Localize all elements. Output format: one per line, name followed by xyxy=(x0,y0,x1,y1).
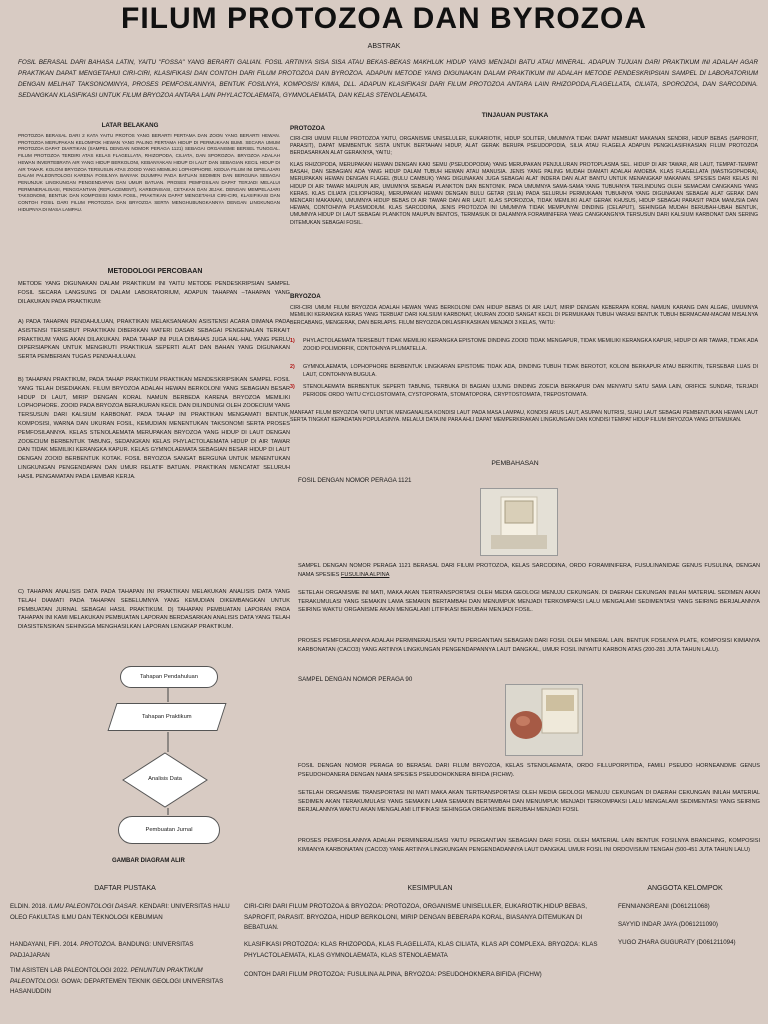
member-2: SAYYID INDAR JAYA (D061211090) xyxy=(618,921,718,928)
ref3-publisher: GOWA: DEPARTEMEN TEKNIK GEOLOGI UNIVERSITAS HASANUDDIN xyxy=(10,977,224,995)
abstrak-heading: ABSTRAK xyxy=(367,43,401,50)
ref2-title: PROTOZOA. xyxy=(80,941,117,948)
ref3-title: PENUNTUN PRAKTIKUM PALEONTOLOGI. xyxy=(10,967,203,985)
class-2-text: GYMNOLAEMATA, LOPHOPHORE BERBENTUK LINGKARAN EPISTOME TIDAK ADA, DINDING TUBUH TIDAK BEROTOT, KOLONI BERKAPUR ATAU BERKITIN, TERSEBAR LUAS DI LAUT, CONTOHNYA BUGULA. xyxy=(303,364,758,378)
ref1-title: ILMU PALEONTOLOGI DASAR. xyxy=(48,903,139,910)
fossil1-species: FUSULINA ALPINA xyxy=(340,571,390,578)
tinjauan-heading: TINJAUAN PUSTAKA xyxy=(481,112,549,119)
metodologi-b: B) TAHAPAN PRAKTIKUM, PADA TAHAP PRAKTIKUM PRAKTIKAN MENDESKRIPSIKAN SAMPEL FOSIL YANG TELAH DISEDIAKAN. FILUM BRYOZOA ADALAH HEWAN BERKOLONI YANG SEBAGIAN BESAR HIDUP DI LAUT, MIRIP DENGAN KORAL NAMUN BERBEDA KARENA BRYOZOA MEMILIKI LOPHOPHORE. ZOOID PADA BRYOZOA BERUKURAN KECIL DAN DILINDUNGI OLEH ZOOECIUM YANG TERSUSUN DARI KALSIUM KARBONAT. PADA TAHAP INI PRAKTIKAN MENGAMATI BENTUK, KOMPOSISI, WARNA DAN UKURAN FOSIL, KEMUDIAN MENENTUKAN TAKSONOMI SERTA PROSES PEMFOSILANNYA. KELAS STENOLAEMATA MERUPAKAN BRYOZOA YANG HIDUP DI LAUT DENGAN ZOOECIUM BERBENTUK TABUNG, SEDANGKAN KELAS PHYLACTOLAEMATA HIDUP DI AIR TAWAR DAN TIDAK MEMILIKI KERANGKA KAPUR. KELAS GYMNOLAEMATA SEBAGIAN BESAR HIDUP DI LAUT DENGAN ZOOID BERBENTUK KOTAK. FOSIL BRYOZOA SANGAT BERGUNA UNTUK MENENTUKAN LINGKUNGAN PENGENDAPAN DAN UMUR RELATIF BATUAN. PRAKTIKAN MENCATAT SELURUH HASIL PENGAMATAN PADA LEMBAR KERJA. xyxy=(18,377,290,480)
flow-step-praktikum: Tahapan Praktikum xyxy=(142,714,192,720)
fossil1-paragraph-2: SETELAH ORGANISME INI MATI, MAKA AKAN TERTRANSPORTASI OLEH MEDIA GEOLOGI MENUJU CEKUNGAN. DI DAERAH CEKUNGAN INILAH MATERIAL SEDIMEN AKAN TERAKUMULASI YANG SEMAKIN LAMA SEMAKIN BERTAMBAH DAN MENUMPUK MENJADI TERKOMPAKSI LALU MENGALAMI SEDIMENTASI YANG SEIRING BERJALANNYA SEIRING WAKTU ORGANISME AKAN MENGALAMI LITIFIKASI BERUBAH MENJADI FOSIL. xyxy=(298,590,760,614)
ref1-publisher: KENDARI: UNIVERSITAS HALU OLEO FAKULTAS ILMU DAN TEKNOLOGI KEBUMIAN xyxy=(10,903,230,921)
fossil2-description: FOSIL DENGAN NOMOR PERAGA 90 BERASAL DARI FILUM BRYOZOA, KELAS STENOLAEMATA, ORDO FILLUPORPITIDA, FAMILI PSEUDO HORNEANDME GENUS PSEUDOHOANERA DENGAN NAMA SPESIES PSEUDOHOKNERA BIFIDA (FICHW). xyxy=(298,763,760,778)
class-1-num: 1) xyxy=(290,338,295,344)
member-1: FENNIANGREANI (D061211068) xyxy=(618,903,710,910)
kesimpulan-paragraph-1: CIRI-CIRI DARI FILUM PROTOZOA & BRYOZOA: PROTOZOA, ORGANISME UNISELULER, EUKARIOTIK,HIDUP BEBAS, SAPROFIT, PARASIT. BRYOZOA, HIDUP BERKOLONI, MIRIP DENGAN BEBERAPA KORAL, BIASANYA DITEMUKAN DI BEBATUAN. xyxy=(244,903,588,931)
kesimpulan-heading: KESIMPULAN xyxy=(407,885,453,892)
metodologi-a: A) PADA TAHAPAN PENDAHULUAN, PRAKTIKAN MELAKSANAKAN ASISTENSI ACARA DIMANA PADA ASISTENSI TERSEBUT PRAKTIKAN DIBERIKAN MATERI DASAR SEBAGAI PENGENALAN TERKAIT PRAKTIKUM YANG AKAN DILAKUKAN. PADA TAHAP INI PULA DIBAHAS JUGA HAL-HAL YANG PERLU DIPERSIAPKAN UNTUK MENGIKUTI PRAKTIKUA SEPERTI ALAT DAN BAHAN YANG DIGUNAKAN SERTA PEMBERIAN TUGAS PENDAHULUAN. xyxy=(18,319,290,361)
protozoa-heading: PROTOZOA xyxy=(290,125,325,132)
anggota-heading: ANGGOTA KELOMPOK xyxy=(647,885,723,892)
ref2-publisher: BANDUNG: UNIVERSITAS PADJAJARAN xyxy=(10,941,194,959)
reference-1 xyxy=(10,902,230,923)
fossil1-label: FOSIL DENGAN NOMOR PERAGA 1121 xyxy=(298,477,412,484)
class-1-number xyxy=(290,338,302,346)
flow-step-pendahuluan: Tahapan Pendahuluan xyxy=(120,666,218,688)
fossil2-image xyxy=(505,684,583,756)
fossil1-description xyxy=(298,562,760,579)
fossil1-photo xyxy=(481,489,557,555)
ref3-author: TIM ASISTEN LAB PALEONTOLOGI 2022. xyxy=(10,967,129,974)
kesimpulan-paragraph-2: KLASIFIKASI PROTOZOA: KLAS RHIZOPODA, KLAS FLAGELLATA, KLAS CILIATA, KLAS API COMPLEXA. BRYOZOA: KLAS PHYLACTOLAEMATA, KLAS GYMNOLAEMATA, KLAS STENOLAEMATA xyxy=(244,941,598,959)
flow-step-praktikum-box xyxy=(107,703,226,731)
kesimpulan-paragraph-3: CONTOH DARI FILUM PROTOZOA: FUSULINA ALPINA, BRYOZOA: PSEUDOHOKNERA BIFIDA (FICHW) xyxy=(244,971,542,978)
latar-text: PROTOZOA BERASAL DARI 2 KATA YAITU PROTOS YANG BERARTI PERTAMA DAN ZOON YANG BERARTI HEWAN. PROTOZOA MERUPAKAN KELOMPOK HEWAN YANG PALING PERTAMA HIDUP DI PERMUKAAN BUMI. SECARA UMUM PROTOZOA DAPAT DIARTIKAN (SAMPEL DENGAN NOMOR PERAGA 1121) SEBAGAI ORGANISME BERSEL TUNGGAL. FILUM PROTOZOA TERDIRI ATAS KELAS FLAGELLATA, RHIZOPODA, CILIATA, DAN SPOROZOA. BRYOZOA ADALAH HEWAN INVERTEBRATA AIR YANG HIDUP BERKOLONI, KEBANYAKAN HIDUP DI LAUT DAN SEBAGIAN KECIL HIDUP DI AIR TAWAR. KOLONI BRYOZOA TERSUSUN ATAS ZOOID YANG MEMILIKI LOPHOPHORE. KEDUA FILUM INI DIPELAJARI DALAM PALEONTOLOGI KARENA FOSILNYA BANYAK DIJUMPAI PADA BATUAN SEDIMEN DAN BERGUNA SEBAGAI PENUNJUK LINGKUNGAN PENGENDAPAN DAN UMUR BATUAN. PROSES PEMFOSILAN DAPAT TERJADI MELALUI PERMINERALISASI, PENGGANTIAN (REPLACEMENT), KARBONISASI, CETAKAN DAN JEJAK. DENGAN MEMPELAJARI TAKSONOMI, BENTUK DAN KOMPOSISI KIMIA FOSIL, PRAKTIKAN DAPAT MENGETAHUI CIRI-CIRI, KLASIFIKASI DAN CONTOH FOSIL DARI FILUM PROTOZOA DAN BRYOZOA SERTA MENGHUBUNGKANNYA DENGAN LINGKUNGAN HIDUPNYA DI MASA LAMPAU. xyxy=(18,133,280,212)
latar-heading: LATAR BELAKANG xyxy=(101,122,159,129)
fossil1-desc-text: SAMPEL DENGAN NOMOR PERAGA 1121 BERASAL DARI FILUM PROTOZOA, KELAS SARCODINA, ORDO FORAMINIFERA, FUSULINANIDAE GENUS FUSULINA, DENGAN NAMA SPESIES xyxy=(298,563,760,578)
reference-2 xyxy=(10,940,230,961)
protozoa-text-1: CIRI-CIRI UMUM FILUM PROTOZOA YAITU, ORGANISME UNISELULER, EUKARIOTIK, HIDUP SOLITER, UMUMNYA TIDAK DAPAT MEMBUAT MAKANAN SENDIRI, HIDUP BEBAS (SAPROFIT, PARASIT), DAPAT MEMBENTUK SISTA UNTUK BERTAHAN HIDUP, ALAT GERAK BERUPA PSEUDOPODIA, SILIA ATAU FLAGELA ADAPUN PENGKLASIFIKASIAN FILUM PROTOZOA BERDASARKAN ALAT GERAKNYA, YAITU; xyxy=(290,136,758,157)
fossil1-paragraph-3: PROSES PEMFOSILANNYA ADALAH PERMINERALISASI YAITU PERGANTIAN SEBAGIAN DARI FOSIL OLEH MINERAL LAIN. BENTUK FOSILNYA PLATE, KOMPOSISI KIMIANYA KARBONATAN (CACO3) YANG ARTINYA LINGKUNGAN PENGENDAPANNYA LAUT DANGKAL, UMUR FOSIL INIYAITU KARBON ATAS (200-281 JUTA TAHUN LALU). xyxy=(298,638,760,653)
reference-3 xyxy=(10,966,230,998)
metodologi-intro: METODE YANG DIGUNAKAN DALAM PRAKTIKUM INI YAITU METODE PENDESKRIPSIAN SAMPEL FOSIL SECARA LANGSUNG DI DALAM LABORATORIUM, ADAPUN TAHAPAN –TAHAPAN YANG DILAKUKAN PADA PRAKTIKUM: xyxy=(18,281,290,305)
fossil1-image xyxy=(480,488,558,556)
class-1-text: PHYLACTOLAEMATA TERSEBUT TIDAK MEMILIKI KERANGKA EPISTOME DINDING ZOOID TIDAK MENGAPUR, TIDAK MEMILIKI KERANGKA KAPUR, HIDUP DI AIR TAWAR, TIDAK ADA ZOOID POLIMORFIK, CONTOHNYA PLUMATELLA. xyxy=(303,338,758,352)
class-2-num: 2) xyxy=(290,364,295,370)
class-3-text: STENOLAEMATA BERBENTUK SEPERTI TABUNG, TERBUKA DI BAGIAN UJUNG DINDING ZOECIA BERKAPUR DAN MENYATU SATU SAMA LAIN, ORIFICE SUNDAR, TERJADI PERIODE ORDO YAITU CYCLOSTOMATA, CYSTOPORATA, STOMATOPORA, CRYPTOSTOMATA, TREPOSTOMATA. xyxy=(303,384,758,398)
bryozoa-text-1: CIRI-CIRI UMUM FILUM BRYOZOA ADALAH HEWAN YANG BERKOLONI DAN HIDUP BEBAS DI AIR LAUT, MIRIP DENGAN KEBERAPA KORAL NAMUN KARANG DAN ALGAE, UMUMNYA MEMILIKI KERANGKA KERAS YANG TERBUAT DARI KALSIUM KARBONAT, UKURAN ZOOID SANGAT KECIL DI PERMUKAAN TUBUH VARIASI BENTUK TUBUH BERMACAM-MACAM MISALNYA BERCABANG, MENGERAK, DAN BERLAPIS. FILUM BRYOZOA DIKLASIFIKASIKAN MENJADI 3 KELAS, YAITU: xyxy=(290,305,758,326)
flow-step-jurnal: Pembuatan Jurnal xyxy=(118,816,220,844)
fossil2-paragraph-3: PROSES PEMFOSILANNYA ADALAH PERMINERALISASI YAITU PERGANTIAN SEBAGIAN DARI FOSIL OLEH MATERIAL LAIN BENTUK FOSILNYA BRANCHING, KOMPOSISI KIMIANYA KARBONATAN (CACO3) YANE ARTINYA LINGKUNGAN PENGENDADANNYA LAUT DANGKAL UMUR FOSIL INI ORDOVISIUM TENGAH (500-451 JUTA TAHUN LALU) xyxy=(298,838,760,853)
fossil2-label: SAMPEL DENGAN NOMOR PERAGA 90 xyxy=(298,676,413,683)
flow-caption: GAMBAR DIAGRAM ALIR xyxy=(112,858,185,864)
flow-step-analisis: Analisis Data xyxy=(148,776,182,782)
ref2-author: HANDAYANI, FIFI. 2014. xyxy=(10,941,79,948)
fossil2-paragraph-2: SETELAH ORGANISME TRANSPORTASI INI MATI MAKA AKAN TERTRANSPORTASI OLEH MEDIA GEOLOGI MENUJU CEKUNGAN DI DAERAH CEKUNGAN INILAH MATERIAL SEDIMEN AKAN TERAKUMULASI YANG SEMAKIN LAMA SEMAKIN BERTAMBAH DAN MENUMPUK MENJADI TERKOMPAKSI LALU MENGALAMI SEDIMENTASI YANG SEIRING BERJALANNYA WAKTU AKAN MENGALAMI LITIFIKASI SEHINGGA ORGANISME BERUBAH MENJADI FOSIL xyxy=(298,790,760,814)
class-2-number xyxy=(290,364,302,372)
class-3-num: 3) xyxy=(290,384,295,390)
metodologi-c: C) TAHAPAN ANALISIS DATA PADA TAHAPAN INI PRAKTIKAN MELAKUKAN ANALISIS DATA YANG TELAH DIAMATI PADA TAHAPAN SEBELUMNYA YANG KEMUDIAN DIKEMBANGKAN UNTUK PEMBUATAN JURNAL SEBAGAI HASIL PRAKTIKUM. D) TAHAPAN PEMBUATAN LAPORAN PADA TAHAPAN INI KAMI MELAKUKAN PEMBUATAN LAPORAN BERDASARKAN ANALISIS DATA YANG TELAH DIASISTENSIKAN SEHINGGA MENGHASILKAN LAPORAN LENGKAP PRAKTIKUM. xyxy=(18,589,290,631)
fossil2-photo xyxy=(506,685,582,755)
bryozoa-text-2: MANFAAT FILUM BRYOZOA YAITU UNTUK MENGANALISA KONDISI LAUT PADA MASA LAMPAU, KONDISI ARUS LAUT, ASUPAN NUTRISI, SUHU LAUT SEBAGAI PEMBENTUKAN HEWAN LAUT SERTA TINGKAT KEPADATAN POPULASINYA. MELALUI DATA INI PARA AHLI DAPAT MEMPERKIRAKAN LINGKUNGAN DAN KONDISI TEMPAT HIDUP FILUM BRYOZOA YANG DITEMUKAN. xyxy=(290,410,758,424)
protozoa-text-2: KLAS RHIZOPODA, MERUPAKAN HEWAN DENGAN KAKI SEMU (PSEUDOPODIA) YANG MERUPAKAN PENJULURAN PROTOPLASMA SEL. HIDUP DI AIR TAWAR, AIR LAUT, TEMPAT-TEMPAT BASAH, DAN SEBAGIAN ADA YANG HIDUP DALAM TUBUH HEWAN ATAU MANUSIA. JENIS YANG PALING MUDAH DIAMATI ADALAH AMOEBA. KLAS FLAGELLATA (MASTIGOPHORA), MERUPAKAN HEWAN DENGAN FLAGEL (BULU CAMBUK) YANG DIGUNAKAN JUGA SEBAGAI ALAT INDERA DAN ALAT BANTU UNTUK MENANGKAP MAKANAN. SPESIES DARI KELAS INI HIDUP DI AIR TAWAR MAUPUN AIR, UMUMNYA SEBAGAI PLANKTON DAN BENTONIK. PADA UMUMNYA SAMA-SAMA YANG TUBUHNYA TERLINDUNG OLEH SEMACAM CANGKANG YANG KERAS. KLAS CILIATA (CILIOPHORA), MERUPAKAN HEWAN DENGAN BULU GETAR (SILIA) PADA SELURUH PERMUKAAN TUBUHNYA YANG DIGUNAKAN SEBAGAI ALAT GERAK DAN MENCARI MAKANAN, UMUMNYA HIDUP BEBAS DI AIR TAWAR DAN AIR LAUT. KLAS SPOROZOA, TIDAK MEMILIKI ALAT GERAK KHUSUS, HIDUP SEBAGAI PARASIT PADA MANUSIA DAN HEWAN, CONTOHNYA PLASMODIUM. KLAS SARCODINA, JENIS PROTOZOA INI UMUMNYA TIDAK MEMPUNYAI DINDING (CELAPUT), SEHINGGA MUDAH BERUBAH-UBAH BENTUK, UMUMNYA HIDUP DI LAUT SEBAGAI PLANKTON MAUPUN BENTOS, TERMASUK DI DALAMNYA FORAMINIFERA YANG CANGKANGNYA TERSUSUN DARI KALSIUM KARBONAT DAN SERING DITEMUKAN SEBAGAI FOSIL. xyxy=(290,162,758,226)
pembahasan-heading: PEMBAHASAN xyxy=(491,460,539,467)
abstrak-text: FOSIL BERASAL DARI BAHASA LATIN, YAITU "FOSSA" YANG BERARTI GALIAN. FOSIL ARTINYA SISA SISA ATAU BEKAS-BEKAS MAKHLUK HIDUP YANG MENJADI BATU ATAU MINERAL. ADAPUN TUJUAN DARI PRAKTIKUM INI ADALAH AGAR PRAKTIKAN DAPAT MENGETAHUI CIRI-CIRI, KLASIFIKASI DAN CONTOH DARI FILUM PROTOZOA DAN BYROZOA. ADAPUN METODE YANG DIGUNAKAN DALAM PRAKTIKUM INI ADALAH METODE PENDESKRIPSIAN SAMPEL DI LABORATORIUM DENGAN MELIHAT TAKSONOMINYA, PROSES PEMFOSILANNYA, BENTUK FOSILNYA, KOMPOSISI KIMIA, DLL. ADAPUN KLASIFIKASI DARI FILUM PROTOZOA ANTARA LAIN RHIZOPODA,FLAGELLATA, CILIATA, SPOROZOA, DAN SARCODINA. SEDANGKAN KLASIFIKASI UNTUK FILUM BRYOZOA ANTARA LAIN PHYLACTOLAEMATA, GYMNOLAEMATA, DAN KELAS STENOLAEMATA. xyxy=(18,59,758,99)
class-3-number xyxy=(290,384,302,392)
member-3: YUGO ZHARA GUGURATY (D061211094) xyxy=(618,939,736,946)
poster-title: FILUM PROTOZOA DAN BYROZOA xyxy=(121,2,647,35)
ref1-author: ELDIN. 2018. xyxy=(10,903,48,910)
bryozoa-heading: BRYOZOA xyxy=(290,293,321,300)
daftar-heading: DAFTAR PUSTAKA xyxy=(94,885,156,892)
metodologi-heading: METODOLOGI PERCOBAAN xyxy=(107,268,203,275)
